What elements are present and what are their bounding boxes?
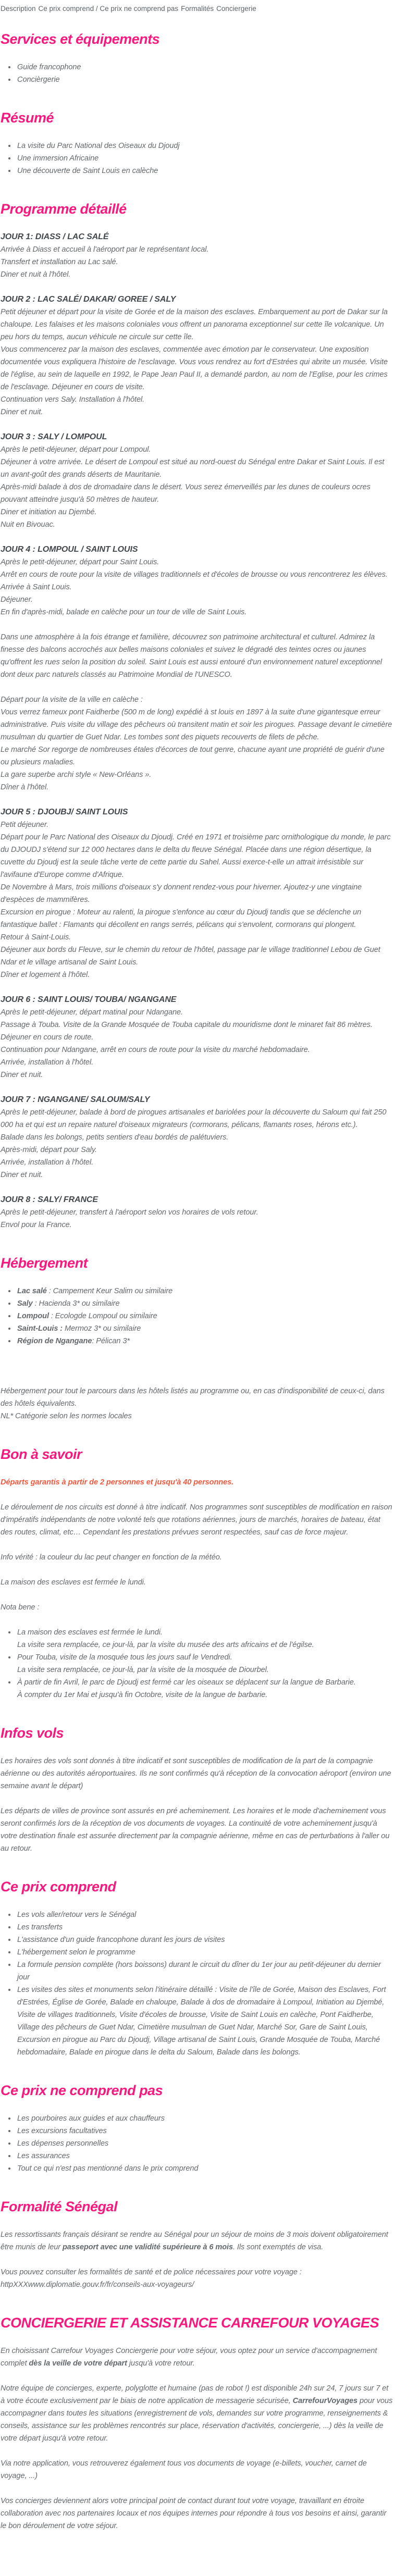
paragraph: Vous pouvez consulter les formalités de santé et de police nécessaires pour votre voyage : httpXXXwww.diplomatie.gouv.fr/fr/conseils-aux-voyageurs/	[1, 2268, 302, 2289]
list-item: • La maison des esclaves est fermée le lundi. La visite sera remplacée, ce jour-là, par la visite du musée des arts africains et de l'égilse.	[16, 1626, 394, 1651]
list-item: • Les vols aller/retour vers le Sénégal	[16, 1909, 394, 1921]
day-heading: JOUR 1: DIASS / LAC SALÉ	[1, 232, 109, 241]
day-heading: JOUR 4 : LOMPOUL / SAINT LOUIS	[1, 544, 138, 554]
list-item: • L'hébergement selon le programme	[16, 1946, 394, 1959]
day-heading: JOUR 2 : LAC SALÉ/ DAKAR/ GOREE / SALY	[1, 294, 176, 304]
paragraph: Hébergement pour tout le parcours dans les hôtels listés au programme ou, en cas d'indisponibilité de ceux-ci, dans des hôtels équivalents. NL* Catégorie selon les normes locales	[1, 1386, 385, 1420]
list-item: • Tout ce qui n'est pas mentionné dans le prix comprend	[16, 2162, 394, 2175]
day-heading: JOUR 7 : NGANGANE/ SALOUM/SALY	[1, 1095, 150, 1104]
paragraph: Vos concierges deviennent alors votre principal point de contact durant tout votre voyage, travaillant en étroite collaboration avec nos partenaires locaux et nos équipes internes pour répondre à tous vos besoins et ainsi, garantir le bon déroulement de votre séjour.	[1, 2497, 387, 2531]
tab-description[interactable]: Description	[1, 5, 36, 13]
paragraph: La maison des esclaves est fermée le lundi.	[1, 1578, 146, 1587]
list-item: • Les transferts	[16, 1921, 394, 1934]
section-heading: Ce prix comprend	[1, 1878, 116, 1894]
section-heading: Bon à savoir	[1, 1446, 82, 1462]
list-item: • Concièrgerie	[16, 73, 394, 86]
list-item: • Les pourboires aux guides et aux chauffeurs	[16, 2112, 394, 2125]
list-item: • Guide francophone	[16, 61, 394, 73]
bullet-list	[1, 1909, 394, 2059]
section-heading: CONCIERGERIE ET ASSISTANCE CARREFOUR VOYAGES	[1, 2314, 379, 2331]
day-paragraph: Après le petit-déjeuner, départ matinal pour Ndangane. Passage à Touba. Visite de la Grande Mosquée de Touba capitale du mouridisme dont le minaret fait 86 mètres. Déjeuner en cours de route. Continuation pour Ndangane, arrêt en cours de route pour la visite du marché hebdomadaire. Arrivée, installation à l'hôtel. Diner et nuit.	[1, 1008, 373, 1079]
paragraph: Les départs de villes de province sont assurés en pré acheminement. Les horaires et le mode d'acheminement vous seront confirmés lors de la réception de vos documents de voyages. La continuité de votre acheminement jusqu'à votre destination finale est assurée directement par la compagnie aérienne, même en cas de perturbations à l'aller ou au retour.	[1, 1806, 390, 1853]
section-heading: Résumé	[1, 109, 54, 126]
tab-price-includes-excludes[interactable]: Ce prix comprend / Ce prix ne comprend pas	[38, 5, 179, 13]
paragraph: Notre équipe de concierges, experte, polyglotte et humaine (pas de robot !) est disponible 24h sur 24, 7 jours sur 7 et à votre écoute exclusivement par le biais de notre application de messagerie sécurisée, CarrefourVoyages pour vous accompagner dans toutes les situations (enregistrement de vols, demandes sur votre programme, renseignements & conseils, assistance sur les problèmes rencontrés sur place, réservation d'activités, conciergerie, ...) dès la veille de votre départ jusqu'à votre retour.	[1, 2384, 393, 2443]
list-item: • La visite du Parc National des Oiseaux du Djoudj	[16, 140, 394, 152]
day-paragraph: Après le petit-déjeuner, départ pour Lompoul. Déjeuner à votre arrivée. Le désert de Lompoul est situé au nord-ouest du Sénégal entre Dakar et Saint Louis. Il est un avant-goût des grands déserts de Mauritanie. Après-midi balade à dos de dromadaire dans le désert. Vous serez émerveillés par les dunes de couleurs ocres pouvant atteindre jusqu'à 50 mètres de hauteur. Diner et initiation au Djembé. Nuit en Bivouac.	[1, 445, 385, 529]
list-item: • Saint-Louis : Mermoz 3* ou similaire	[16, 1322, 394, 1335]
tab-conciergerie[interactable]: Conciergerie	[216, 5, 256, 13]
day-paragraph: Après le petit-déjeuner, balade à bord de pirogues artisanales et bariolées pour la découverte du Saloum qui fait 250 000 ha et qui est un repaire naturel d'oiseaux migrateurs (cormorans, pélicans, flamants roses, hérons etc.). Balade dans les bolongs, petits sentiers d'eau bordés de palétuviers. Après-midi, départ pour Saly. Arrivée, installation à l'hôtel. Diner et nuit.	[1, 1108, 387, 1179]
list-item: • Les assurances	[16, 2150, 394, 2162]
section-heading: Ce prix ne comprend pas	[1, 2082, 163, 2098]
list-item: • Région de Ngangane: Pélican 3*	[16, 1335, 394, 1347]
bullet-list	[1, 140, 394, 177]
paragraph: Via notre application, vous retrouverez également tous vos documents de voyage (e-billets, voucher, carnet de voyage, ...)	[1, 2459, 367, 2481]
bullet-list	[1, 1626, 394, 1701]
paragraph: Nota bene :	[1, 1603, 40, 1612]
list-item: • Pour Touba, visite de la mosquée tous les jours sauf le Vendredi. La visite sera remplacée, ce jour-là, par la visite de la mosquée de Diourbel.	[16, 1651, 394, 1676]
paragraph: Info vérité : la couleur du lac peut changer en fonction de la météo.	[1, 1553, 222, 1562]
section-heading: Infos vols	[1, 1725, 64, 1741]
tab-formalites[interactable]: Formalités	[181, 5, 214, 13]
bullet-list	[1, 1285, 394, 1347]
day-heading: JOUR 3 : SALY / LOMPOUL	[1, 432, 107, 441]
list-item: • Les visites des sites et monuments selon l'itinéraire détaillé : Visite de l'île de Gorée, Maison des Esclaves, Fort d'Estrées, Église de Gorée, Balade en chaloupe, Balade à dos de dromadaire à Lompoul, Initiation au Djembé, Visite de villages traditionnels, Visite d'écoles de brousse, Visite de Saint Louis en calèche, Pont Faidherbe, Village des pêcheurs de Guet Ndar, Cimetière musulman de Guet Ndar, Marché Sor, Gare de Saint Louis, Excursion en pirogue au Parc du Djoudj, Village artisanal de Saint Louis, Grande Mosquée de Touba, Marché hebdomadaire, Balade en pirogue dans le delta du Saloum, Balade dans les bolongs.	[16, 1984, 394, 2059]
day-paragraph: Après le petit-déjeuner, transfert à l'aéroport selon vos horaires de vols retour. Envol pour la France.	[1, 1208, 258, 1229]
paragraph: En choisissant Carrefour Voyages Conciergerie pour votre séjour, vous optez pour un service d'accompagnement complet dès la veille de votre départ jusqu'à votre retour.	[1, 2347, 377, 2368]
paragraph: Les ressortissants français désirant se rendre au Sénégal pour un séjour de moins de 3 mois doivent obligatoirement être munis de leur passeport avec une validité supérieure à 6 mois. Ils sont exemptés de visa.	[1, 2230, 388, 2251]
day-paragraph: Après le petit-déjeuner, départ pour Saint Louis. Arrêt en cours de route pour la visite de villages traditionnels et d'écoles de brousse ou vous rencontrerez les élèves. Arrivée à Saint Louis. Déjeuner. En fin d'après-midi, balade en calèche pour un tour de ville de Saint Louis. Dans une atmosphère à la fois étrange et familière, découvrez son patrimoine architectural et culturel. Admirez la finesse des balcons accrochés aux belles maisons coloniales et suivez le dégradé des teintes ocres ou jaunes qu'offrent les rues selon la position du soleil. Saint Louis est aussi entouré d'un environnement naturel exceptionnel dont deux parc naturels classés au Patrimoine Mondial de l'UNESCO. Départ pour la visite de la ville en calèche : Vous verrez fameux pont Faidherbe (500 m de long) expédié à st louis en 1897 à la suite d'une gigantesque erreur administrative. Puis visite du village des pêcheurs où transitent matin et soir les pirogues. Passage devant le cimetière musulman du quartier de Guet Ndar. Les tombes sont des piquets recouverts de filets de pêche. Le marché Sor regorge de nombreuses étales d'écorces de tout genre, chacune ayant une propriété de guérir d'une ou plusieurs maladies. La gare superbe archi style « New-Orléans ». Dîner à l'hôtel.	[1, 558, 392, 791]
day-paragraph: Petit déjeuner et départ pour la visite de Gorée et de la maison des esclaves. Embarquement au port de Dakar sur la chaloupe. Les falaises et les maisons coloniales vous offrent un panorama exceptionnel sur cette île volcanique. Un peu hors du temps, aucun véhicule ne circule sur cette île. Vous commencerez par la maison des esclaves, commentée avec émotion par le conservateur. Une exposition documentée vous expliquera l'histoire de l'esclavage. Vous vous rendrez au fort d'Estrées qui abrite un musée. Visite de l'église, au sein de laquelle en 1992, le Pape Jean Paul II, a demandé pardon, au nom de l'Eglise, pour les crimes de l'esclavage. Déjeuner en cours de visite. Continuation vers Saly. Installation à l'hôtel. Diner et nuit.	[1, 307, 388, 416]
list-item: • Saly : Hacienda 3* ou similaire	[16, 1297, 394, 1310]
bullet-list	[1, 2112, 394, 2175]
section-heading: Formalité Sénégal	[1, 2198, 118, 2214]
section-tab-bar	[1, 4, 394, 14]
list-item: • La formule pension complète (hors boissons) durant le circuit du dîner du 1er jour au petit-déjeuner du dernier jour	[16, 1959, 394, 1984]
section-heading: Hébergement	[1, 1255, 88, 1271]
list-item: • Les dépenses personnelles	[16, 2137, 394, 2150]
paragraph	[1, 1360, 394, 1372]
list-item: • Les excursions facultatives	[16, 2125, 394, 2137]
day-heading: JOUR 8 : SALY/ FRANCE	[1, 1195, 98, 1204]
list-item: • Une immersion Africaine	[16, 152, 394, 165]
notice-paragraph: Départs garantis à partir de 2 personnes et jusqu'à 40 personnes.	[1, 1478, 234, 1487]
day-heading: JOUR 5 : DJOUBJ/ SAINT LOUIS	[1, 807, 128, 816]
day-paragraph: Arrivée à Diass et accueil à l'aéroport par le représentant local. Transfert et installation au Lac salé. Diner et nuit à l'hôtel.	[1, 245, 209, 279]
day-paragraph: Petit déjeuner. Départ pour le Parc National des Oiseaux du Djoudj. Créé en 1971 et troisième parc ornithologique du monde, le parc du DJOUDJ s'étend sur 12 000 hectares dans le delta du fleuve Sénégal. Placée dans une région désertique, la cuvette du Djoudj est la seule tâche verte de cette partie du Sahel. Aussi exerce-t-elle un attrait irrésistible sur l'avifaune d'Europe comme d'Afrique. De Novembre à Mars, trois millions d'oiseaux s'y donnent rendez-vous pour hiverner. Ajoutez-y une vingtaine d'espèces de mammifères. Excursion en pirogue : Moteur au ralenti, la pirogue s'enfonce au cœur du Djoudj tandis que se déclenche un fantastique ballet : Flamants qui décollent en rangs serrés, pélicans qui s'envolent, cormorans qui plongent. Retour à Saint-Louis. Déjeuner aux bords du Fleuve, sur le chemin du retour de l'hôtel, passage par le village traditionnel Lebou de Guet Ndar et le village artisanal de Saint Louis. Dîner et logement à l'hôtel.	[1, 820, 391, 979]
list-item: • Une découverte de Saint Louis en calèche	[16, 165, 394, 177]
section-heading: Programme détaillé	[1, 201, 127, 217]
paragraph: Le déroulement de nos circuits est donné à titre indicatif. Nos programmes sont susceptibles de modification en raison d'impératifs indépendants de notre volonté tels que rotations aériennes, jours de marchés, horaires de bateau, état des routes, climat, etc… Cependant les prestations prévues seront respectées, sauf cas de force majeur.	[1, 1503, 392, 1537]
list-item: • Lompoul : Ecologde Lompoul ou similaire	[16, 1310, 394, 1322]
day-heading: JOUR 6 : SAINT LOUIS/ TOUBA/ NGANGANE	[1, 995, 177, 1004]
list-item: • Lac salé : Campement Keur Salim ou similaire	[16, 1285, 394, 1297]
section-heading: Services et équipements	[1, 31, 160, 47]
list-item: • À partir de fin Avril, le parc de Djoudj est fermé car les oiseaux se déplacent sur la langue de Barbarie. À compter du 1er Mai et jusqu'à fin Octobre, visite de la langue de barbarie.	[16, 1676, 394, 1701]
content	[1, 31, 394, 2532]
list-item: • L'assistance d'un guide francophone durant les jours de visites	[16, 1934, 394, 1946]
bullet-list	[1, 61, 394, 86]
paragraph: Les horaires des vols sont donnés à titre indicatif et sont susceptibles de modification de la part de la compagnie aérienne ou des autorités aéroportuaires. Ils ne sont confirmés qu'à réception de la convocation aéroport (environ une semaine avant le départ)	[1, 1756, 391, 1790]
